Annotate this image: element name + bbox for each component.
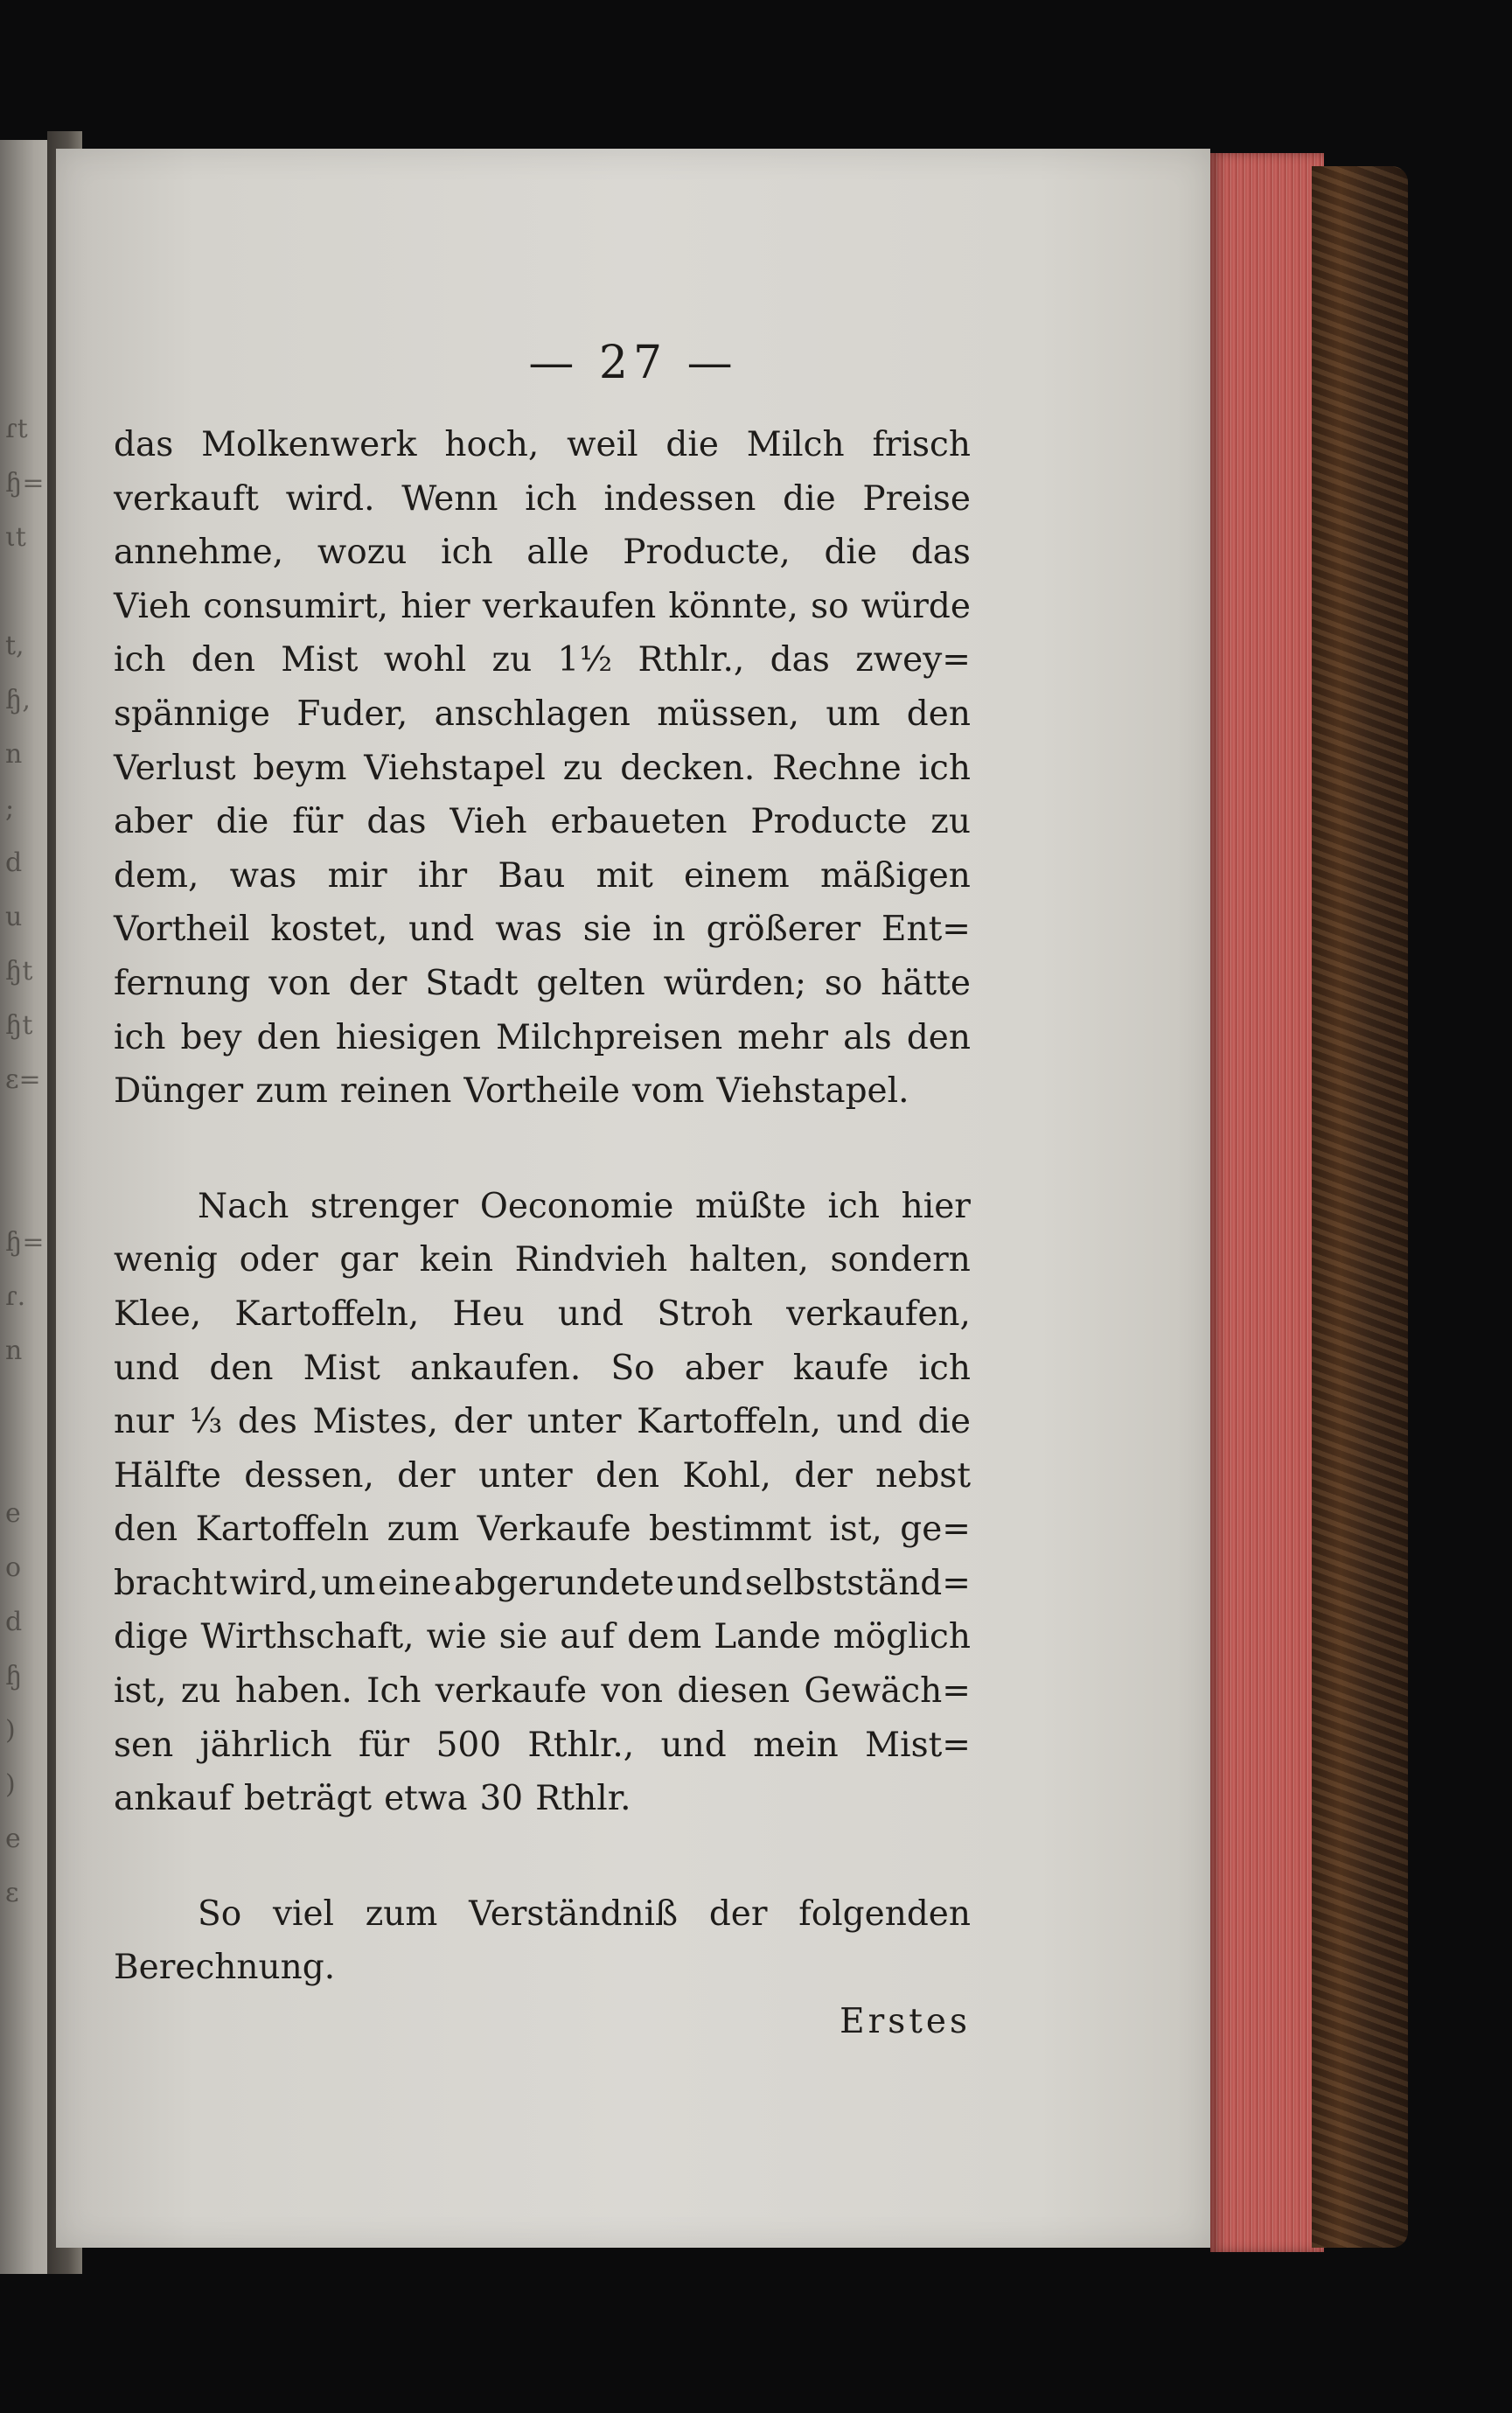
word: ich — [441, 533, 493, 573]
word: zu — [930, 802, 971, 842]
word: alle — [526, 533, 589, 573]
word: ge= — [900, 1510, 971, 1550]
word: nur — [114, 1402, 174, 1442]
word: Klee, — [114, 1294, 202, 1334]
word: nebst — [875, 1455, 971, 1496]
word: hoch, — [444, 425, 540, 464]
word: Lande — [714, 1617, 821, 1657]
word: Preise — [862, 478, 971, 519]
word: Rthlr., — [638, 640, 745, 680]
text-line — [114, 633, 971, 687]
left-page-glyph: d — [5, 1607, 23, 1637]
left-page-glyph: ɧ= — [5, 1227, 45, 1258]
text-line — [114, 903, 971, 957]
word: so — [811, 586, 849, 626]
left-page-glyph: n — [5, 739, 23, 770]
word: sie — [498, 1617, 548, 1657]
word: halten, — [688, 1240, 809, 1280]
word: Mist — [281, 640, 359, 680]
word: des — [237, 1402, 297, 1442]
left-page-glyph: ) — [5, 1769, 16, 1800]
text-line — [114, 580, 971, 634]
word: mir — [327, 855, 387, 896]
text-line — [114, 1887, 971, 1942]
word: den — [595, 1455, 660, 1496]
word: den — [191, 640, 255, 680]
word: ich — [114, 1017, 166, 1057]
word: wohl — [383, 640, 467, 680]
word: Producte, — [623, 533, 791, 573]
text-line — [114, 957, 971, 1011]
word: das — [910, 533, 971, 573]
book-cover — [1312, 166, 1408, 2248]
word: Milch — [746, 425, 845, 464]
left-page-glyph: ɧt — [5, 956, 33, 987]
word: So — [610, 1348, 655, 1388]
word: kaufe — [792, 1348, 889, 1388]
text-line — [114, 687, 971, 742]
word: zum — [255, 1071, 328, 1112]
left-page-glyph: o — [5, 1552, 22, 1583]
text-line — [114, 1064, 971, 1119]
word: unter — [526, 1402, 622, 1442]
page-block-edges — [1210, 153, 1324, 2252]
word: selbstständ= — [745, 1563, 971, 1603]
word: Mist= — [865, 1725, 971, 1765]
word: reinen — [339, 1071, 452, 1112]
word: Vieh — [114, 586, 192, 626]
word: als — [843, 1017, 892, 1057]
word: den — [906, 694, 971, 734]
text-line — [114, 1233, 971, 1287]
word: annehme, — [114, 533, 284, 573]
word: was — [229, 855, 297, 896]
word: der — [397, 1455, 456, 1496]
text-line — [114, 472, 971, 527]
word: Kartoffeln, — [637, 1402, 822, 1442]
text-line — [114, 849, 971, 903]
word: Kartoffeln, — [234, 1294, 420, 1334]
word: ⅓ — [189, 1402, 223, 1442]
text-line — [114, 742, 971, 796]
left-page-glyph — [5, 1107, 40, 1161]
word: den — [114, 1510, 178, 1550]
word: hier — [901, 1186, 971, 1226]
word: wie — [426, 1617, 487, 1657]
word: jährlich — [199, 1725, 332, 1765]
word: gelten — [536, 963, 645, 1003]
word: viel — [272, 1893, 334, 1934]
word: und — [836, 1402, 902, 1442]
word: die — [824, 533, 877, 573]
word: Producte — [750, 802, 908, 842]
word: wozu — [317, 533, 408, 573]
left-page-glyph: ɛ= — [5, 1064, 41, 1095]
word: consumirt, — [203, 586, 389, 626]
word: und — [408, 910, 475, 950]
left-page-glyph: d — [5, 847, 23, 878]
word: würden; — [663, 963, 807, 1003]
word: ihr — [417, 855, 468, 896]
left-page-glyph: ɧ= — [5, 468, 45, 499]
word: bracht — [114, 1563, 227, 1603]
left-page-glyph: e — [5, 1498, 21, 1529]
word: abgerundete — [454, 1563, 674, 1603]
word: wird, — [229, 1563, 319, 1603]
word: könnte, — [668, 586, 798, 626]
word: kein — [419, 1240, 494, 1280]
word: zu — [562, 748, 603, 788]
left-page-glyph: n — [5, 1336, 23, 1366]
text-line — [114, 795, 971, 849]
left-page-glyph: ɾt — [5, 414, 28, 444]
word: das — [114, 425, 174, 464]
word: hier — [401, 586, 470, 626]
word: aber — [684, 1348, 763, 1388]
word: zu — [491, 640, 533, 680]
left-page-glyph: ιt — [5, 522, 26, 553]
word: möglich — [833, 1617, 971, 1657]
word: ich — [918, 1348, 971, 1388]
word: Rthlr. — [535, 1779, 631, 1819]
word: mit — [596, 855, 653, 896]
word: der — [453, 1402, 512, 1442]
text-line — [114, 1664, 971, 1719]
word: das — [770, 640, 830, 680]
left-page-glyph: ) — [5, 1715, 16, 1746]
word: folgenden — [798, 1893, 971, 1934]
word: beträgt — [243, 1779, 373, 1819]
word: um — [826, 694, 881, 734]
word: Ent= — [881, 910, 971, 950]
word: zu — [180, 1671, 221, 1712]
word: Ich — [366, 1671, 422, 1712]
word: mehr — [737, 1017, 829, 1057]
word: unter — [478, 1455, 573, 1496]
word: Verständniß — [469, 1893, 679, 1934]
word: Stroh — [657, 1294, 753, 1334]
left-page-cut-text — [5, 402, 45, 1921]
word: in — [652, 910, 686, 950]
word: 500 — [435, 1725, 502, 1765]
word: müßte — [695, 1186, 806, 1226]
word: Bau — [498, 855, 566, 896]
left-page-glyph: e — [5, 1824, 21, 1854]
word: Rechne — [772, 748, 902, 788]
word: Milchpreisen — [496, 1017, 723, 1057]
word: vom — [631, 1071, 705, 1112]
word: ankaufen. — [409, 1348, 582, 1388]
word: auf — [560, 1617, 616, 1657]
left-page-glyph: ; — [5, 793, 15, 824]
word: erbaueten — [550, 802, 728, 842]
word: beym — [253, 748, 347, 788]
word: Vortheil — [114, 910, 250, 950]
word: wird. — [285, 478, 375, 519]
catchword-line — [114, 1995, 971, 2049]
left-page-glyph — [5, 565, 40, 619]
word: sondern — [830, 1240, 971, 1280]
word: indessen — [603, 478, 756, 519]
text-line — [114, 1449, 971, 1503]
word: Mistes, — [312, 1402, 439, 1442]
word: decken. — [620, 748, 756, 788]
paragraph-gap — [114, 1119, 971, 1180]
left-page-glyph: ɾ. — [5, 1281, 26, 1312]
word: verkaufe — [435, 1671, 588, 1712]
word: für — [358, 1725, 410, 1765]
word: und — [676, 1563, 743, 1603]
word: Gewäch= — [804, 1671, 971, 1712]
word: von — [601, 1671, 664, 1712]
word: mäßigen — [819, 855, 971, 896]
word: bey — [180, 1017, 242, 1057]
left-page-glyph: ɧt — [5, 1010, 33, 1041]
word: größerer — [706, 910, 861, 950]
word: den — [906, 1017, 971, 1057]
word: der — [794, 1455, 853, 1496]
word: und — [557, 1294, 624, 1334]
word: Vortheile — [463, 1071, 620, 1112]
word: Mist — [303, 1348, 380, 1388]
word: Wenn — [401, 478, 498, 519]
word: Verkaufe — [477, 1510, 631, 1550]
word: Nach — [198, 1186, 289, 1226]
word: bestimmt — [648, 1510, 812, 1550]
word: verkaufen — [482, 586, 657, 626]
word: ist, — [829, 1510, 882, 1550]
word: Kartoffeln — [195, 1510, 370, 1550]
word: Wirthschaft, — [200, 1617, 415, 1657]
word: ist, — [114, 1671, 167, 1712]
text-line — [114, 1772, 971, 1826]
word: Viehstapel — [364, 748, 546, 788]
left-page-glyph: t, — [5, 631, 24, 661]
word: Vieh — [449, 802, 527, 842]
body-text — [114, 418, 971, 2049]
word: oder — [239, 1240, 318, 1280]
word: die — [917, 1402, 971, 1442]
word: sen — [114, 1725, 174, 1765]
word: dige — [114, 1617, 189, 1657]
word: hiesigen — [335, 1017, 482, 1057]
text-line — [114, 1342, 971, 1396]
text-line — [114, 1557, 971, 1611]
left-page-glyph: ɧ — [5, 1661, 23, 1691]
text-line — [114, 1719, 971, 1773]
text-line — [114, 1287, 971, 1342]
word: würde — [861, 586, 971, 626]
word: Rindvieh — [514, 1240, 668, 1280]
word: dem, — [114, 855, 199, 896]
word: so — [824, 963, 863, 1003]
word: Fuder, — [296, 694, 408, 734]
word: dessen, — [244, 1455, 374, 1496]
word: ankauf — [114, 1779, 232, 1819]
left-page-glyph — [5, 1378, 40, 1433]
text-line — [114, 1395, 971, 1449]
word: was — [495, 910, 562, 950]
word: Oeconomie — [479, 1186, 674, 1226]
word: ich — [114, 640, 166, 680]
word: verkaufen, — [786, 1294, 971, 1334]
word: fernung — [114, 963, 251, 1003]
word: wenig — [114, 1240, 219, 1280]
word: das — [366, 802, 427, 842]
word: haben. — [234, 1671, 352, 1712]
word: und — [660, 1725, 727, 1765]
text-line — [114, 1011, 971, 1065]
word: spännige — [114, 694, 270, 734]
word: etwa — [384, 1779, 468, 1819]
word: Molkenwerk — [201, 425, 417, 464]
word: strenger — [310, 1186, 459, 1226]
word: Viehstapel. — [716, 1071, 909, 1112]
word: und — [114, 1348, 180, 1388]
word: zum — [387, 1510, 460, 1550]
left-page-glyph: ɛ — [5, 1878, 19, 1908]
word: Hälfte — [114, 1455, 221, 1496]
word: zum — [365, 1893, 438, 1934]
word: Rthlr., — [527, 1725, 635, 1765]
word: Verlust — [114, 748, 236, 788]
word: um — [321, 1563, 376, 1603]
word: So — [198, 1893, 242, 1934]
word: Dünger — [114, 1071, 244, 1112]
word: der — [348, 963, 408, 1003]
word: Stadt — [425, 963, 519, 1003]
word: dem — [627, 1617, 702, 1657]
word: Kohl, — [682, 1455, 771, 1496]
text-line — [114, 526, 971, 580]
page-number: — 27 — — [528, 337, 738, 389]
word: eine — [378, 1563, 452, 1603]
word: die — [665, 425, 719, 464]
left-page-glyph: u — [5, 902, 23, 932]
word: sie — [582, 910, 632, 950]
word: frisch — [872, 425, 971, 464]
word: den — [209, 1348, 274, 1388]
word: müssen, — [657, 694, 799, 734]
word: 1½ — [557, 640, 613, 680]
left-page-glyph — [5, 1433, 40, 1487]
text-line — [114, 1180, 971, 1234]
word: verkauft — [114, 478, 259, 519]
word: mein — [753, 1725, 839, 1765]
text-line — [114, 1503, 971, 1557]
paragraph-gap — [114, 1826, 971, 1887]
word: von — [268, 963, 331, 1003]
text-line — [114, 1941, 971, 1995]
word: Heu — [452, 1294, 525, 1334]
word: für — [292, 802, 344, 842]
word: hätte — [881, 963, 971, 1003]
catchword: Erstes — [840, 2002, 971, 2042]
word: Berechnung. — [114, 1948, 336, 1988]
word: diesen — [677, 1671, 791, 1712]
word: der — [708, 1893, 768, 1934]
word: die — [215, 802, 269, 842]
word: zwey= — [855, 640, 971, 680]
word: ich — [525, 478, 577, 519]
word: einem — [684, 855, 790, 896]
word: gar — [339, 1240, 399, 1280]
word: weil — [567, 425, 638, 464]
text-line — [114, 418, 971, 472]
left-page-glyph — [5, 1161, 40, 1216]
word: aber — [114, 802, 192, 842]
word: ich — [918, 748, 971, 788]
text-line — [114, 1610, 971, 1664]
word: anschlagen — [434, 694, 631, 734]
word: ich — [827, 1186, 880, 1226]
word: den — [256, 1017, 321, 1057]
word: kostet, — [270, 910, 388, 950]
word: 30 — [479, 1779, 524, 1819]
word: die — [783, 478, 836, 519]
left-page-glyph: ɧ, — [5, 685, 31, 715]
